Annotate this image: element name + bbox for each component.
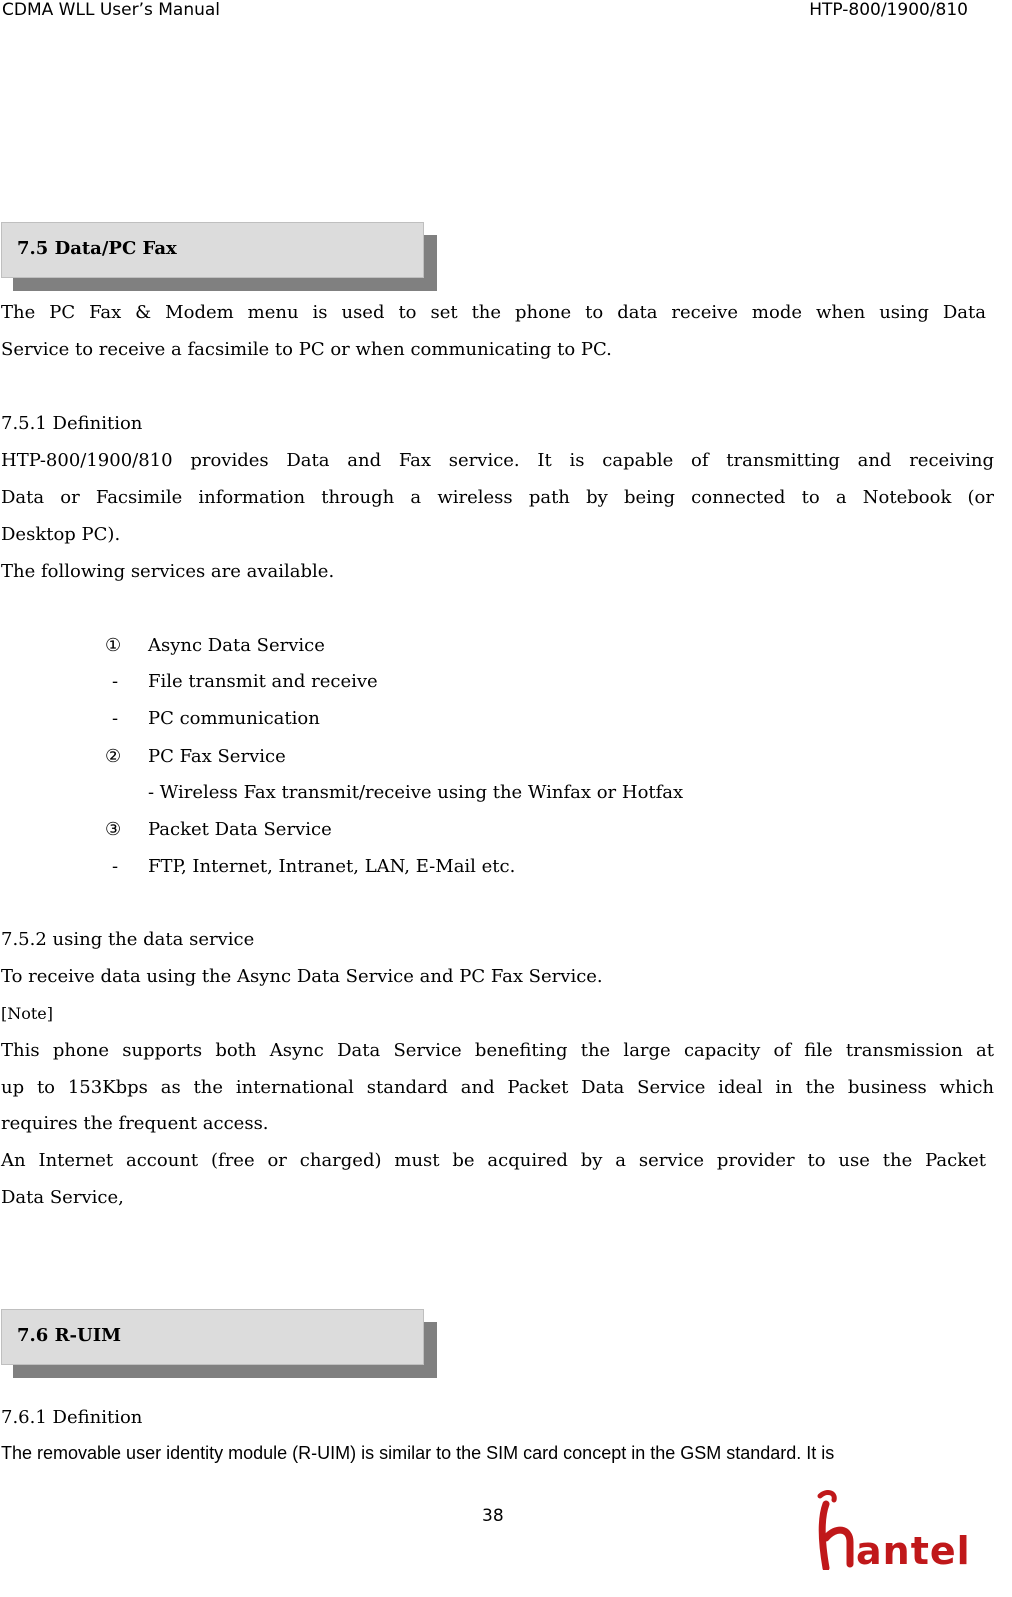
paragraph-line: An Internet account (free or charged) must be acquired by a service provider to use the Packet <box>1 1150 986 1171</box>
paragraph-line: This phone supports both Async Data Service benefiting the large capacity of file transmission at <box>1 1040 994 1061</box>
list-item: Packet Data Service <box>148 819 332 840</box>
subsection-heading: 7.6.1 Definition <box>1 1407 143 1428</box>
hantel-logo <box>812 1490 992 1570</box>
page-number: 38 <box>482 1506 504 1526</box>
paragraph-line: To receive data using the Async Data Service and PC Fax Service. <box>1 966 603 987</box>
paragraph-line: Data or Facsimile information through a wireless path by being connected to a Notebook (or <box>1 487 994 508</box>
list-subitem: File transmit and receive <box>148 671 378 692</box>
paragraph-line: HTP-800/1900/810 provides Data and Fax service. It is capable of transmitting and receiving <box>1 450 994 471</box>
svg-text:antel: antel <box>856 1529 971 1570</box>
paragraph-line: The removable user identity module (R-UIM) is similar to the SIM card concept in the GSM standard. It is <box>1 1443 835 1463</box>
intro-line: The PC Fax & Modem menu is used to set the phone to data receive mode when using Data <box>1 302 986 323</box>
paragraph-line: up to 153Kbps as the international standard and Packet Data Service ideal in the business which <box>1 1077 994 1098</box>
list-marker: ① <box>105 635 122 656</box>
subsection-heading: 7.5.1 Definition <box>1 413 143 434</box>
list-subitem: PC communication <box>148 708 320 729</box>
note-label: [Note] <box>1 1004 54 1023</box>
section-title: 7.6 R-UIM <box>17 1325 122 1346</box>
paragraph-line: Desktop PC). <box>1 524 121 545</box>
list-marker: ③ <box>105 819 122 840</box>
paragraph-line: The following services are available. <box>1 561 335 582</box>
section-title: 7.5 Data/PC Fax <box>17 238 177 259</box>
section-heading-box <box>1 222 437 292</box>
paragraph-line: Data Service, <box>1 1187 124 1208</box>
heading-face <box>1 222 424 278</box>
running-header-model: HTP-800/1900/810 <box>809 0 968 20</box>
list-dash: - <box>112 708 119 729</box>
heading-face <box>1 1309 424 1365</box>
subsection-heading: 7.5.2 using the data service <box>1 929 255 950</box>
intro-line: Service to receive a facsimile to PC or when communicating to PC. <box>1 339 612 360</box>
list-subitem: - Wireless Fax transmit/receive using the Winfax or Hotfax <box>148 782 684 803</box>
section-heading-box <box>1 1309 437 1379</box>
list-item: Async Data Service <box>148 635 325 656</box>
list-dash: - <box>112 856 119 877</box>
list-subitem: FTP, Internet, Intranet, LAN, E-Mail etc. <box>148 856 516 877</box>
list-dash: - <box>112 671 119 692</box>
paragraph-line: requires the frequent access. <box>1 1113 269 1134</box>
running-header-title: CDMA WLL User’s Manual <box>2 0 221 20</box>
list-marker: ② <box>105 746 122 767</box>
list-item: PC Fax Service <box>148 746 286 767</box>
